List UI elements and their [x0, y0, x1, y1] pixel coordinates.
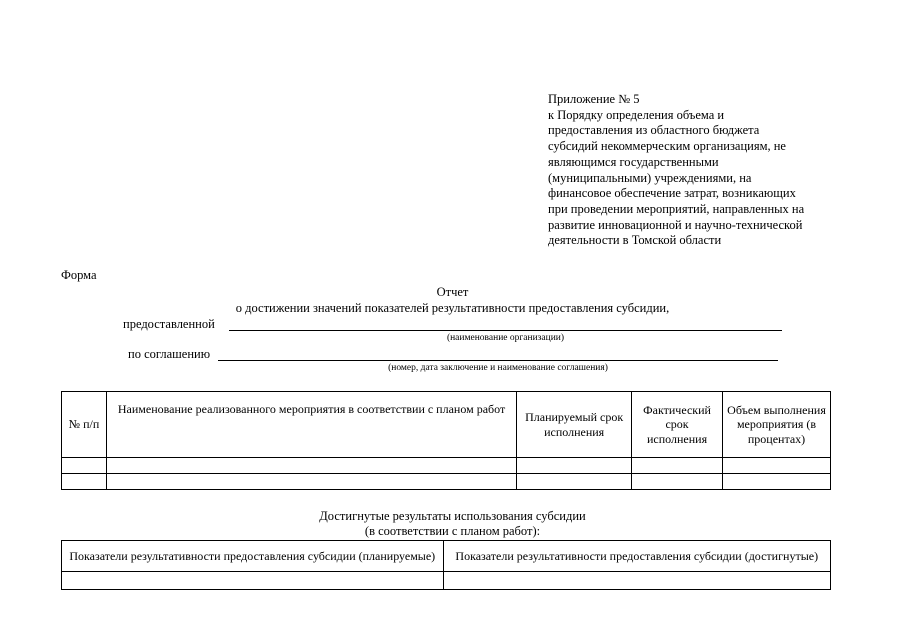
activities-table: [61, 391, 831, 490]
annex-line: финансовое обеспечение затрат, возникающих: [548, 186, 796, 201]
table-row: [62, 474, 831, 490]
annex-line: Приложение № 5: [548, 92, 640, 106]
agreement-hint: (номер, дата заключение и наименование соглашения): [388, 363, 608, 373]
table-cell[interactable]: [62, 458, 107, 474]
header-cell-planned-term: Планируемый срок исполнения: [517, 392, 632, 458]
table-row: [62, 458, 831, 474]
report-title: Отчет: [436, 285, 469, 299]
annex-line: при проведении мероприятий, направленных на: [548, 201, 805, 216]
provided-label: предоставленной: [123, 317, 215, 331]
table-cell[interactable]: [517, 458, 632, 474]
table-cell[interactable]: [632, 474, 723, 490]
header-cell-actual-term: Фактический срок исполнения: [632, 392, 723, 458]
table-cell[interactable]: [517, 474, 632, 490]
table-cell[interactable]: [106, 458, 516, 474]
annex-line: деятельности в Томской области: [548, 233, 722, 248]
header-cell-number: № п/п: [62, 392, 107, 458]
annex-line: развитие инновационной и научно-технической: [548, 217, 803, 232]
agreement-line: [218, 346, 778, 361]
header-cell-achieved-indicators: Показатели результативности предоставления субсидии (достигнутые): [443, 541, 831, 572]
header-cell-planned-indicators: Показатели результативности предоставления субсидии (планируемые): [62, 541, 444, 572]
results-title: Достигнутые результаты использования субсидии: [319, 509, 586, 523]
annex-block: [548, 92, 848, 249]
annex-line: предоставления из областного бюджета: [548, 123, 760, 138]
report-subtitle: о достижении значений показателей результативности предоставления субсидии,: [235, 301, 670, 315]
agreement-label: по соглашению: [128, 347, 211, 361]
annex-line: к Порядку определения объема и: [548, 107, 725, 122]
header-cell-volume: Объем выполнения мероприятия (в процентах): [723, 392, 831, 458]
table-header-row: [62, 392, 831, 458]
table-cell[interactable]: [443, 572, 831, 590]
table-header-row: [62, 541, 831, 572]
organization-hint: (наименование организации): [446, 333, 565, 343]
table-cell[interactable]: [62, 474, 107, 490]
annex-line: (муниципальными) учреждениями, на: [548, 170, 752, 185]
table-cell[interactable]: [62, 572, 444, 590]
table-cell[interactable]: [723, 458, 831, 474]
table-cell[interactable]: [106, 474, 516, 490]
results-subtitle: (в соответствии с планом работ):: [364, 524, 541, 538]
table-cell[interactable]: [632, 458, 723, 474]
table-row: [62, 572, 831, 590]
form-label: Форма: [61, 268, 97, 282]
annex-line: субсидий некоммерческим организациям, не: [548, 139, 786, 154]
table-cell[interactable]: [723, 474, 831, 490]
indicators-table: [61, 540, 831, 590]
organization-name-line: [229, 316, 782, 331]
header-cell-activity: Наименование реализованного мероприятия в соответствии с планом работ: [106, 392, 516, 458]
annex-line: являющимся государственными: [548, 154, 719, 169]
